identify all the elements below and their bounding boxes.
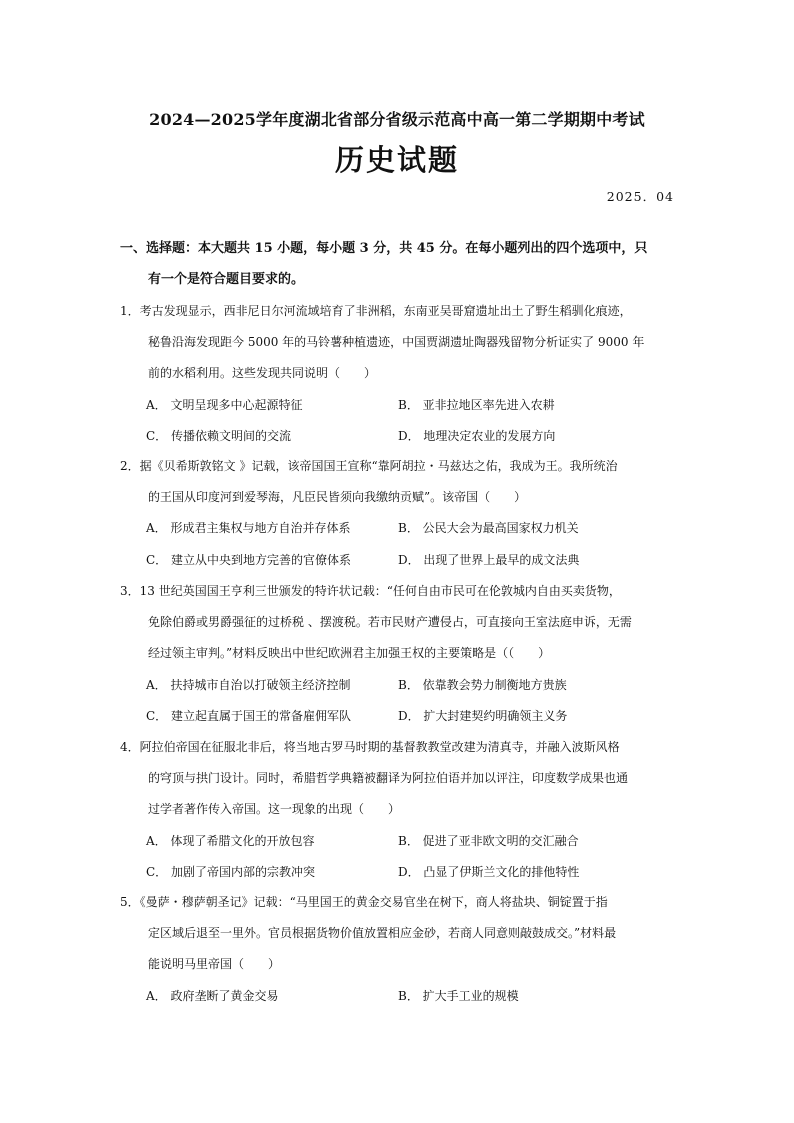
question-stem-line: 4．阿拉伯帝国在征服北非后，将当地古罗马时期的基督教教堂改建为清真寺，并融入波斯风格 [120,740,620,754]
question-stem-line: 经过领主审判。”材料反映出中世纪欧洲君主加强王权的主要策略是（（ ） [148,646,551,660]
section-heading [120,233,680,295]
option-b[interactable]: B． 促进了亚非欧文明的交汇融合 [398,834,579,848]
option-d[interactable]: D． 凸显了伊斯兰文化的排他特性 [398,865,580,879]
section-heading-line-2: 有一个是符合题目要求的。 [148,272,305,287]
question-5 [120,887,683,980]
option-d[interactable]: D． 扩大封建契约明确领主义务 [398,709,568,723]
question-stem-line: 定区域后退至一里外。官员根据货物价值放置相应金砂，若商人同意则敲鼓成交。”材料最 [148,926,617,940]
exam-date: 2025．04 [606,189,674,204]
question-4 [120,732,683,825]
question-stem-line: 3．13 世纪英国国王亨利三世颁发的特许状记载：“任何自由市民可在伦敦城内自由买卖货物， [120,584,621,598]
question-stem-line: 5．《曼萨・穆萨朝圣记》记载：“马里国王的黄金交易官坐在树下，商人将盐块、铜锭置于指 [120,895,608,909]
option-a[interactable]: A． 政府垄断了黄金交易 [146,989,279,1003]
question-stem-line: 能说明马里帝国（ ） [148,957,281,971]
option-b[interactable]: B． 扩大手工业的规模 [398,989,519,1003]
exam-title: 2024—2025学年度湖北省部分省级示范高中高一第二学期期中考试 [149,110,645,129]
option-c[interactable]: C． 建立起直属于国王的常备雇佣军队 [146,709,351,723]
option-c[interactable]: C． 建立从中央到地方完善的官僚体系 [146,553,351,567]
question-stem-line: 2．据《贝希斯敦铭文 》记载，该帝国国王宣称“靠阿胡拉・马兹达之佑，我成为王。我所统治 [120,459,618,473]
option-d[interactable]: D． 出现了世界上最早的成文法典 [398,553,580,567]
section-heading-line-1: 一、选择题：本大题共 15 小题，每小题 3 分，共 45 分。在每小题列出的四个选项中，只 [120,241,648,256]
question-3 [120,576,683,669]
option-a[interactable]: A． 体现了希腊文化的开放包容 [146,834,315,848]
question-stem-line: 前的水稻利用。这些发现共同说明（ ） [148,366,377,380]
option-c[interactable]: C． 传播依赖文明间的交流 [146,429,291,443]
question-stem-line: 的穹顶与拱门设计。同时，希腊哲学典籍被翻译为阿拉伯语并加以评注，印度数学成果也通 [148,771,629,785]
option-a[interactable]: A． 文明呈现多中心起源特征 [146,398,303,412]
option-b[interactable]: B． 依靠教会势力制衡地方贵族 [398,678,567,692]
question-stem-line: 过学者著作传入帝国。这一现象的出现（ ） [148,802,401,816]
question-stem-line: 1．考古发现显示，西非尼日尔河流域培育了非洲稻，东南亚吴哥窟遗址出土了野生稻驯化痕迹， [120,304,632,318]
option-c[interactable]: C． 加剧了帝国内部的宗教冲突 [146,865,315,879]
option-d[interactable]: D． 地理决定农业的发展方向 [398,429,556,443]
option-a[interactable]: A． 扶持城市自治以打破领主经济控制 [146,678,351,692]
exam-subject-title: 历史试题 [334,143,459,177]
question-stem-line: 免除伯爵或男爵强征的过桥税 、摆渡税。若市民财产遭侵占，可直接向王室法庭申诉，无需 [148,615,632,629]
question-stem-line: 秘鲁沿海发现距今 5000 年的马铃薯种植遗迹，中国贾湖遗址陶器残留物分析证实了 9000 年 [148,335,645,349]
option-b[interactable]: B． 公民大会为最高国家权力机关 [398,521,579,535]
question-1 [120,296,683,389]
question-stem-line: 的王国从印度河到爱琴海，凡臣民皆须向我缴纳贡赋”。该帝国（ ） [148,490,527,504]
option-a[interactable]: A． 形成君主集权与地方自治并存体系 [146,521,351,535]
question-2 [120,451,683,513]
option-b[interactable]: B． 亚非拉地区率先进入农耕 [398,398,555,412]
